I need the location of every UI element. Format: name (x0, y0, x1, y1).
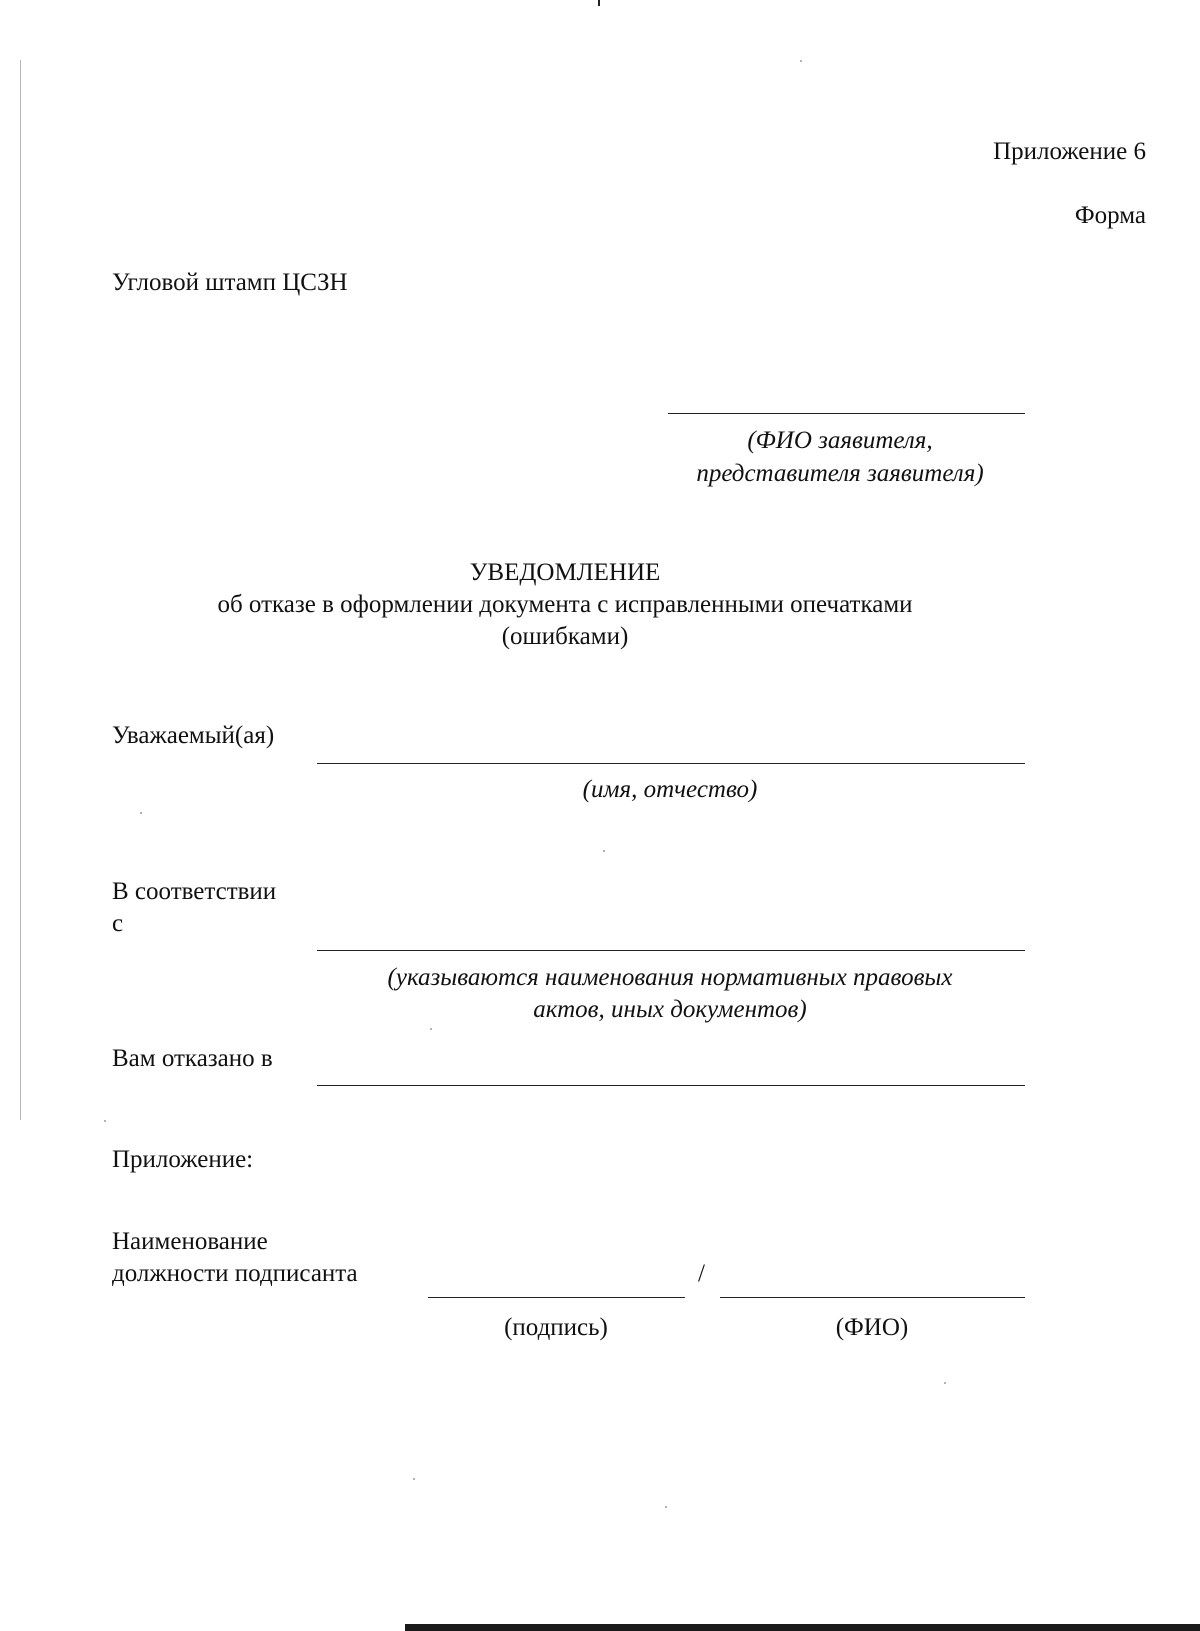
form-label: Форма (1074, 202, 1146, 229)
signature-separator: / (698, 1260, 705, 1287)
scan-speck (430, 1028, 432, 1030)
scan-bottom-edge (405, 1624, 1200, 1631)
scan-speck (665, 1506, 667, 1508)
attachment-label: Приложение: (112, 1146, 254, 1173)
scan-speck (413, 1478, 415, 1480)
scan-speck (104, 1120, 106, 1122)
applicant-caption-line1: (ФИО заявителя, (747, 427, 933, 454)
document-title: УВЕДОМЛЕНИЕ (469, 559, 661, 586)
corner-stamp-label: Угловой штамп ЦСЗН (112, 269, 348, 296)
refused-line[interactable] (317, 1085, 1025, 1086)
signer-position-line1: Наименование (112, 1228, 268, 1255)
applicant-caption-line2: представителя заявителя) (696, 460, 984, 487)
applicant-name-line[interactable] (668, 413, 1025, 414)
greeting-name-line[interactable] (317, 763, 1025, 764)
greeting-caption: (имя, отчество) (582, 776, 758, 803)
signer-name-caption: (ФИО) (835, 1314, 909, 1341)
greeting-label: Уважаемый(ая) (112, 722, 275, 749)
basis-line[interactable] (317, 950, 1025, 951)
document-subtitle-line2: (ошибками) (501, 623, 629, 650)
signer-position-line2: должности подписанта (112, 1260, 358, 1287)
signature-line[interactable] (428, 1297, 685, 1298)
scan-top-mark (598, 0, 600, 6)
signer-name-line[interactable] (720, 1297, 1025, 1298)
scan-speck (944, 1382, 946, 1384)
scan-speck (140, 812, 142, 814)
document-subtitle-line1: об отказе в оформлении документа с исправленными опечатками (217, 591, 913, 618)
basis-label-line2: с (112, 910, 124, 937)
scan-speck (603, 850, 605, 852)
refused-label: Вам отказано в (112, 1045, 273, 1072)
basis-caption-line1: (указываются наименования нормативных правовых (387, 964, 953, 991)
signature-caption: (подпись) (504, 1314, 608, 1341)
scan-speck (800, 60, 802, 62)
appendix-number: Приложение 6 (993, 138, 1146, 165)
basis-caption-line2: актов, иных документов) (533, 996, 807, 1023)
basis-label-line1: В соответствии (112, 878, 277, 905)
